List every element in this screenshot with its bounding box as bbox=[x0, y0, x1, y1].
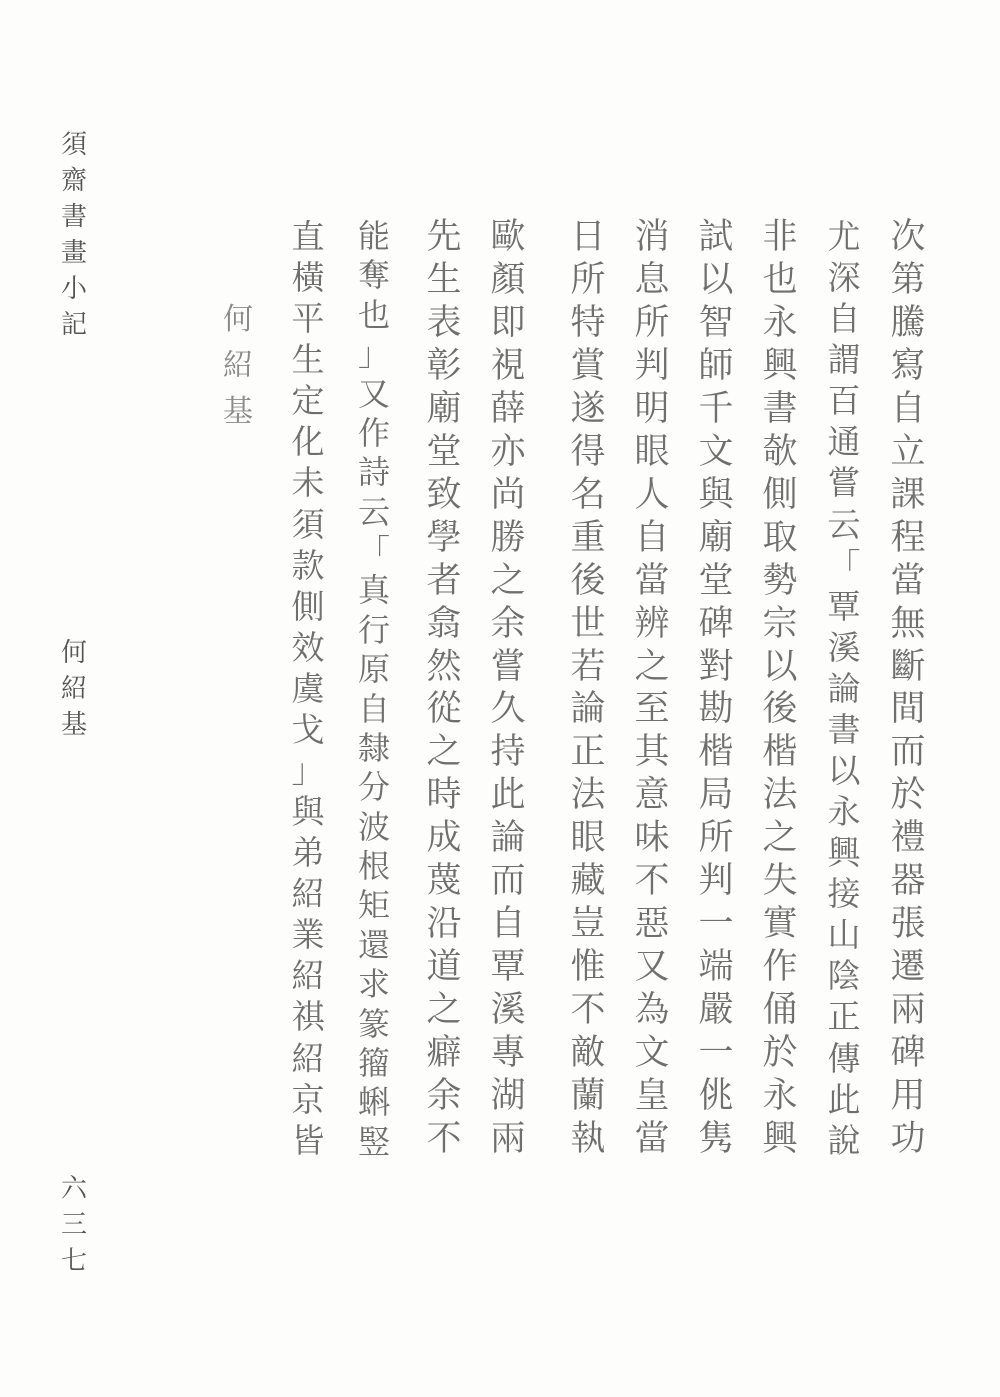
glyph: 兩 bbox=[890, 990, 926, 1031]
glyph: 蘭 bbox=[570, 1076, 606, 1117]
glyph: 者 bbox=[426, 560, 462, 601]
glyph: 接 bbox=[827, 874, 861, 914]
glyph: 得 bbox=[570, 431, 606, 472]
glyph: 百 bbox=[827, 381, 861, 421]
glyph: 橫 bbox=[291, 258, 325, 298]
glyph: 用 bbox=[890, 1076, 926, 1117]
glyph: 紹 bbox=[291, 956, 325, 996]
glyph: 書 bbox=[827, 709, 861, 749]
glyph: 之 bbox=[426, 990, 462, 1031]
glyph: 嘗 bbox=[827, 463, 861, 503]
glyph: 後 bbox=[762, 689, 798, 730]
glyph: 弟 bbox=[291, 833, 325, 873]
glyph: 無 bbox=[890, 603, 926, 644]
glyph: 端 bbox=[698, 947, 734, 988]
glyph: 消 bbox=[634, 217, 670, 257]
glyph: 湖 bbox=[490, 1076, 526, 1117]
glyph: 取 bbox=[762, 517, 798, 558]
glyph: 禮 bbox=[890, 818, 926, 859]
glyph: 局 bbox=[698, 775, 734, 816]
glyph: 覃 bbox=[827, 586, 861, 626]
text-column-8 bbox=[416, 217, 472, 1165]
glyph: 即 bbox=[490, 302, 526, 343]
glyph: 明 bbox=[634, 388, 670, 429]
glyph: 蝌 bbox=[357, 1083, 390, 1122]
glyph: 六 bbox=[60, 1174, 87, 1204]
glyph: 法 bbox=[762, 775, 798, 816]
glyph: 嚴 bbox=[698, 990, 734, 1031]
glyph: 直 bbox=[291, 217, 325, 256]
glyph: 文 bbox=[634, 1033, 670, 1074]
glyph: 持 bbox=[490, 732, 526, 773]
glyph: 從 bbox=[426, 689, 462, 730]
glyph: 興 bbox=[762, 345, 798, 386]
glyph: 基 bbox=[223, 394, 253, 429]
glyph: 小 bbox=[60, 274, 87, 304]
glyph: 意 bbox=[634, 775, 670, 816]
glyph: 日 bbox=[570, 217, 606, 257]
text-column-10 bbox=[280, 217, 336, 1165]
glyph: 第 bbox=[890, 259, 926, 300]
glyph: 側 bbox=[291, 586, 325, 626]
glyph: 業 bbox=[291, 915, 325, 955]
author-signature bbox=[218, 302, 258, 443]
glyph: 深 bbox=[827, 258, 861, 298]
glyph: 畫 bbox=[60, 238, 87, 268]
glyph: 道 bbox=[426, 947, 462, 988]
glyph: 先 bbox=[426, 217, 462, 257]
glyph: 一 bbox=[698, 904, 734, 945]
glyph: 作 bbox=[357, 413, 390, 452]
glyph: 若 bbox=[570, 646, 606, 687]
glyph: 陰 bbox=[827, 956, 861, 996]
glyph: 智 bbox=[698, 302, 734, 343]
glyph: 兩 bbox=[490, 1119, 526, 1160]
glyph: 未 bbox=[291, 463, 325, 503]
glyph: 敵 bbox=[570, 1033, 606, 1074]
glyph: 賞 bbox=[570, 345, 606, 386]
glyph: 傳 bbox=[827, 1038, 861, 1078]
glyph: 又 bbox=[357, 374, 390, 413]
glyph: 立 bbox=[890, 431, 926, 472]
glyph: 溪 bbox=[827, 627, 861, 667]
glyph: 對 bbox=[698, 646, 734, 687]
glyph: 為 bbox=[634, 990, 670, 1031]
page-number bbox=[54, 1176, 94, 1284]
glyph: 勝 bbox=[490, 517, 526, 558]
glyph: 至 bbox=[634, 689, 670, 730]
glyph: 惡 bbox=[634, 904, 670, 945]
glyph: 覃 bbox=[490, 947, 526, 988]
glyph: 「 bbox=[827, 545, 861, 585]
glyph: 款 bbox=[291, 545, 325, 585]
glyph: 執 bbox=[570, 1119, 606, 1160]
glyph: 碑 bbox=[890, 1033, 926, 1074]
glyph: 云 bbox=[827, 504, 861, 544]
glyph: 正 bbox=[570, 732, 606, 773]
glyph: 眼 bbox=[634, 431, 670, 472]
glyph: 還 bbox=[357, 925, 390, 964]
glyph: 須 bbox=[60, 130, 87, 160]
glyph: 所 bbox=[634, 302, 670, 343]
glyph: 功 bbox=[890, 1119, 926, 1160]
glyph: 須 bbox=[291, 504, 325, 544]
glyph: 翕 bbox=[426, 603, 462, 644]
glyph: 戈 bbox=[291, 709, 325, 749]
glyph: 謂 bbox=[827, 340, 861, 380]
glyph: 後 bbox=[570, 560, 606, 601]
glyph: 楷 bbox=[698, 732, 734, 773]
glyph: 次 bbox=[890, 217, 926, 257]
glyph: 味 bbox=[634, 818, 670, 859]
glyph: 課 bbox=[890, 474, 926, 515]
glyph: 以 bbox=[698, 259, 734, 300]
glyph: 專 bbox=[490, 1033, 526, 1074]
text-column-9 bbox=[346, 217, 402, 1165]
glyph: 藏 bbox=[570, 861, 606, 902]
glyph: 亦 bbox=[490, 431, 526, 472]
glyph: 失 bbox=[762, 861, 798, 902]
glyph: 之 bbox=[762, 818, 798, 859]
glyph: 豈 bbox=[570, 904, 606, 945]
glyph: 自 bbox=[490, 904, 526, 945]
glyph: 特 bbox=[570, 302, 606, 343]
glyph: 何 bbox=[223, 302, 253, 337]
glyph: 也 bbox=[357, 295, 390, 334]
glyph: 尤 bbox=[827, 217, 861, 256]
running-book-title bbox=[54, 132, 94, 348]
glyph: 欹 bbox=[762, 431, 798, 472]
glyph: 成 bbox=[426, 818, 462, 859]
glyph: 通 bbox=[827, 422, 861, 462]
glyph: 興 bbox=[762, 1119, 798, 1160]
glyph: 不 bbox=[426, 1119, 462, 1160]
glyph: 書 bbox=[762, 388, 798, 429]
glyph: 於 bbox=[890, 775, 926, 816]
glyph: 表 bbox=[426, 302, 462, 343]
glyph: 興 bbox=[827, 833, 861, 873]
glyph: 騰 bbox=[890, 302, 926, 343]
glyph: 息 bbox=[634, 259, 670, 300]
glyph: 宗 bbox=[762, 603, 798, 644]
glyph: 之 bbox=[634, 646, 670, 687]
glyph: 波 bbox=[357, 807, 390, 846]
glyph: 廟 bbox=[698, 517, 734, 558]
glyph: 自 bbox=[634, 517, 670, 558]
glyph: 蔑 bbox=[426, 861, 462, 902]
glyph: 遂 bbox=[570, 388, 606, 429]
glyph: 正 bbox=[827, 997, 861, 1037]
glyph: 嘗 bbox=[490, 646, 526, 687]
glyph: 重 bbox=[570, 517, 606, 558]
glyph: 詩 bbox=[357, 453, 390, 492]
glyph: 說 bbox=[827, 1120, 861, 1160]
glyph: 不 bbox=[570, 990, 606, 1031]
glyph: 廟 bbox=[426, 388, 462, 429]
glyph: 不 bbox=[634, 861, 670, 902]
glyph: 論 bbox=[570, 689, 606, 730]
glyph: 而 bbox=[890, 732, 926, 773]
text-column-4 bbox=[688, 217, 744, 1165]
glyph: 沿 bbox=[426, 904, 462, 945]
glyph: 師 bbox=[698, 345, 734, 386]
running-author-name bbox=[54, 640, 94, 748]
glyph: 「 bbox=[357, 532, 390, 570]
glyph: 實 bbox=[762, 904, 798, 945]
glyph: 自 bbox=[357, 689, 390, 728]
glyph: 隸 bbox=[357, 728, 390, 767]
glyph: 而 bbox=[490, 861, 526, 902]
glyph: 器 bbox=[890, 861, 926, 902]
glyph: 永 bbox=[762, 302, 798, 343]
glyph: 勘 bbox=[698, 689, 734, 730]
glyph: 側 bbox=[762, 474, 798, 515]
glyph: 然 bbox=[426, 646, 462, 687]
glyph: 判 bbox=[634, 345, 670, 386]
glyph: 其 bbox=[634, 732, 670, 773]
glyph: 世 bbox=[570, 603, 606, 644]
text-column-2 bbox=[816, 217, 872, 1165]
glyph: 彰 bbox=[426, 345, 462, 386]
glyph: 齋 bbox=[60, 166, 87, 196]
glyph: 」 bbox=[291, 751, 325, 791]
glyph: 時 bbox=[426, 775, 462, 816]
glyph: 斷 bbox=[890, 646, 926, 687]
glyph: 余 bbox=[490, 603, 526, 644]
glyph: 記 bbox=[60, 310, 87, 340]
glyph: 」 bbox=[357, 335, 390, 374]
glyph: 皆 bbox=[291, 1120, 325, 1160]
glyph: 所 bbox=[698, 818, 734, 859]
text-column-5 bbox=[624, 217, 680, 1165]
glyph: 非 bbox=[762, 217, 798, 257]
glyph: 程 bbox=[890, 517, 926, 558]
glyph: 分 bbox=[357, 768, 390, 807]
glyph: 眼 bbox=[570, 818, 606, 859]
glyph: 遷 bbox=[890, 947, 926, 988]
glyph: 矩 bbox=[357, 886, 390, 925]
glyph: 七 bbox=[60, 1246, 87, 1276]
glyph: 文 bbox=[698, 431, 734, 472]
glyph: 根 bbox=[357, 847, 390, 885]
glyph: 真 bbox=[357, 571, 390, 610]
glyph: 當 bbox=[890, 560, 926, 601]
glyph: 張 bbox=[890, 904, 926, 945]
glyph: 何 bbox=[60, 638, 87, 668]
glyph: 致 bbox=[426, 474, 462, 515]
glyph: 學 bbox=[426, 517, 462, 558]
glyph: 之 bbox=[426, 732, 462, 773]
glyph: 千 bbox=[698, 388, 734, 429]
glyph: 論 bbox=[827, 668, 861, 708]
glyph: 薛 bbox=[490, 388, 526, 429]
glyph: 隽 bbox=[698, 1119, 734, 1160]
glyph: 人 bbox=[634, 474, 670, 515]
glyph: 辨 bbox=[634, 603, 670, 644]
glyph: 當 bbox=[634, 560, 670, 601]
glyph: 與 bbox=[291, 792, 325, 832]
glyph: 以 bbox=[827, 751, 861, 791]
glyph: 所 bbox=[570, 259, 606, 300]
glyph: 虞 bbox=[291, 668, 325, 708]
glyph: 基 bbox=[60, 710, 87, 740]
glyph: 作 bbox=[762, 947, 798, 988]
glyph: 原 bbox=[357, 650, 390, 689]
glyph: 紹 bbox=[291, 874, 325, 914]
glyph: 當 bbox=[634, 1119, 670, 1160]
glyph: 篆 bbox=[357, 1004, 390, 1043]
glyph: 紹 bbox=[291, 1038, 325, 1078]
glyph: 自 bbox=[827, 299, 861, 339]
glyph: 書 bbox=[60, 202, 87, 232]
text-column-7 bbox=[480, 217, 536, 1165]
glyph: 生 bbox=[426, 259, 462, 300]
glyph: 溪 bbox=[490, 990, 526, 1031]
glyph: 此 bbox=[827, 1079, 861, 1119]
glyph: 俑 bbox=[762, 990, 798, 1031]
glyph: 京 bbox=[291, 1079, 325, 1119]
glyph: 以 bbox=[762, 646, 798, 687]
glyph: 惟 bbox=[570, 947, 606, 988]
glyph: 之 bbox=[490, 560, 526, 601]
glyph: 佻 bbox=[698, 1076, 734, 1117]
glyph: 化 bbox=[291, 422, 325, 462]
glyph: 癖 bbox=[426, 1033, 462, 1074]
text-column-6 bbox=[560, 217, 616, 1165]
glyph: 竪 bbox=[357, 1122, 390, 1161]
glyph: 求 bbox=[357, 965, 390, 1004]
glyph: 祺 bbox=[291, 997, 325, 1037]
glyph: 平 bbox=[291, 299, 325, 339]
glyph: 效 bbox=[291, 627, 325, 667]
glyph: 皇 bbox=[634, 1076, 670, 1117]
glyph: 間 bbox=[890, 689, 926, 730]
glyph: 判 bbox=[698, 861, 734, 902]
glyph: 論 bbox=[490, 818, 526, 859]
glyph: 奪 bbox=[357, 256, 390, 295]
glyph: 久 bbox=[490, 689, 526, 730]
glyph: 此 bbox=[490, 775, 526, 816]
glyph: 寫 bbox=[890, 345, 926, 386]
glyph: 試 bbox=[698, 217, 734, 257]
glyph: 歐 bbox=[490, 217, 526, 257]
glyph: 顏 bbox=[490, 259, 526, 300]
glyph: 碑 bbox=[698, 603, 734, 644]
glyph: 視 bbox=[490, 345, 526, 386]
text-column-1 bbox=[880, 217, 936, 1165]
glyph: 堂 bbox=[426, 431, 462, 472]
glyph: 永 bbox=[827, 792, 861, 832]
glyph: 余 bbox=[426, 1076, 462, 1117]
glyph: 法 bbox=[570, 775, 606, 816]
glyph: 又 bbox=[634, 947, 670, 988]
glyph: 楷 bbox=[762, 732, 798, 773]
glyph: 紹 bbox=[223, 348, 253, 383]
glyph: 於 bbox=[762, 1033, 798, 1074]
glyph: 定 bbox=[291, 381, 325, 421]
glyph: 云 bbox=[357, 492, 390, 531]
glyph: 一 bbox=[698, 1033, 734, 1074]
glyph: 也 bbox=[762, 259, 798, 300]
glyph: 三 bbox=[60, 1210, 87, 1240]
glyph: 與 bbox=[698, 474, 734, 515]
glyph: 堂 bbox=[698, 560, 734, 601]
glyph: 自 bbox=[890, 388, 926, 429]
glyph: 行 bbox=[357, 610, 390, 649]
glyph: 尚 bbox=[490, 474, 526, 515]
glyph: 名 bbox=[570, 474, 606, 515]
text-column-3 bbox=[752, 217, 808, 1165]
glyph: 山 bbox=[827, 915, 861, 955]
glyph: 紹 bbox=[60, 674, 87, 704]
glyph: 生 bbox=[291, 340, 325, 380]
glyph: 永 bbox=[762, 1076, 798, 1117]
glyph: 勢 bbox=[762, 560, 798, 601]
glyph: 籀 bbox=[357, 1043, 390, 1082]
glyph: 能 bbox=[357, 217, 390, 255]
